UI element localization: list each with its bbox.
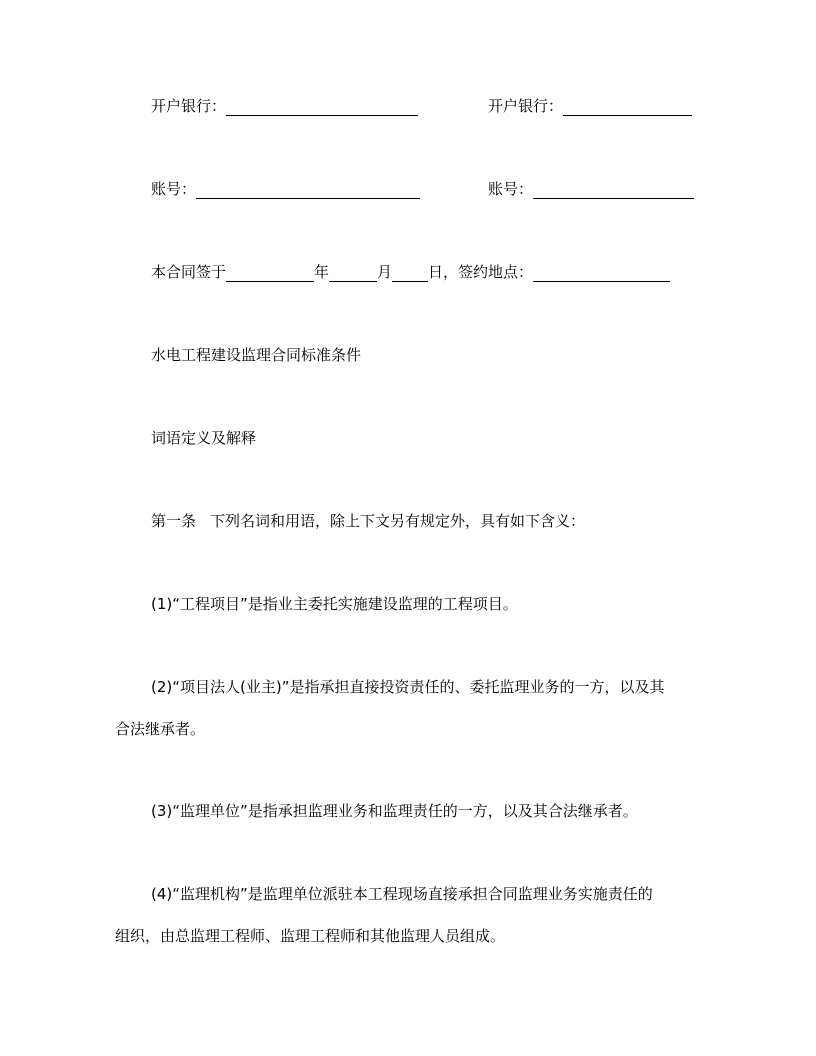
- definition-item-4-line1: (4)“监理机构”是监理单位派驻本工程现场直接承担合同监理业务实施责任的: [151, 885, 653, 903]
- account-field-left: [151, 179, 420, 199]
- signing-month-blank[interactable]: [329, 267, 377, 282]
- account-label-left: 账号：: [151, 180, 197, 198]
- heading-definitions: 词语定义及解释: [151, 429, 257, 447]
- definition-item-1: [115, 594, 700, 614]
- account-blank-left[interactable]: [196, 184, 420, 199]
- definition-item-3-line1: (3)“监理单位”是指承担监理业务和监理责任的一方，以及其合法继承者。: [151, 802, 638, 820]
- signing-year-label: 年: [314, 263, 330, 281]
- article-1-label: 第一条: [151, 512, 197, 530]
- definition-item-2-line1: (2)“项目法人(业主)”是指承担直接投资责任的、委托监理业务的一方，以及其: [151, 678, 665, 696]
- account-blank-right[interactable]: [533, 184, 694, 199]
- signing-day-blank[interactable]: [392, 267, 428, 282]
- bank-field-left: [151, 96, 418, 116]
- signing-prefix: 本合同签于: [151, 263, 227, 281]
- definition-item-3: [115, 801, 700, 821]
- article-1-text: 下列名词和用语，除上下文另有规定外，具有如下含义：: [210, 512, 586, 530]
- definition-item-2: [115, 677, 700, 739]
- signing-year-blank[interactable]: [226, 267, 314, 282]
- heading-standard-terms: 水电工程建设监理合同标准条件: [151, 346, 362, 364]
- bank-label-left: 开户银行：: [151, 97, 227, 115]
- signing-place-blank[interactable]: [533, 267, 670, 282]
- bank-blank-left[interactable]: [226, 101, 418, 116]
- bank-field-right: [488, 96, 692, 116]
- bank-blank-right[interactable]: [563, 101, 692, 116]
- bank-label-right: 开户银行：: [488, 97, 564, 115]
- definition-item-4: [115, 884, 700, 946]
- article-1: [151, 511, 585, 531]
- account-field-right: [488, 179, 694, 199]
- signing-day-label: 日，签约地点：: [428, 263, 534, 281]
- definition-item-4-line2: 组织，由总监理工程师、监理工程师和其他监理人员组成。: [115, 927, 506, 945]
- signing-line: [151, 262, 670, 282]
- account-label-right: 账号：: [488, 180, 534, 198]
- signing-month-label: 月: [377, 263, 393, 281]
- definition-item-2-line2: 合法继承者。: [115, 720, 206, 738]
- definition-item-1-line1: (1)“工程项目”是指业主委托实施建设监理的工程项目。: [151, 595, 518, 613]
